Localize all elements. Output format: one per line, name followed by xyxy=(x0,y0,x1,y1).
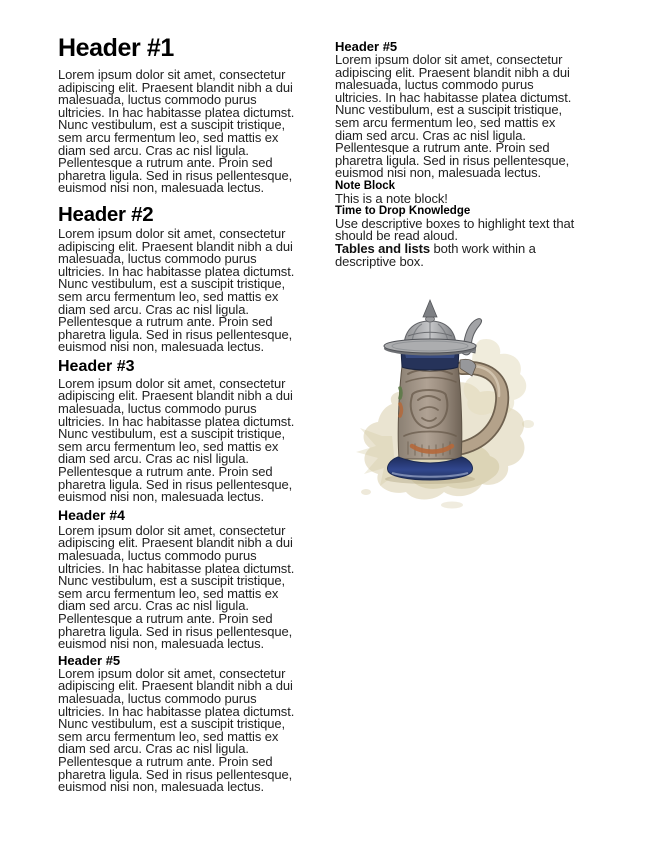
paragraph-line: Lorem ipsum dolor sit amet, consectetur xyxy=(335,52,563,67)
section-heading-h2: Header #2 xyxy=(58,202,154,226)
paragraph-line: euismod nisi non, malesuada lectus. xyxy=(58,180,265,196)
paragraph-line: ultricies. In hac habitasse platea dictumst. xyxy=(58,263,295,279)
lorem-paragraph xyxy=(58,522,311,652)
tables-lists-line: descriptive box. xyxy=(335,253,424,269)
paragraph-line: sem arcu fermentum leo, sed mattis ex xyxy=(335,114,556,130)
section-heading-h4: Header #4 xyxy=(58,506,125,523)
lid-finial-tip xyxy=(423,300,437,317)
note-block xyxy=(335,180,588,268)
paragraph-line: Nunc vestibulum, est a suscipit tristique, xyxy=(58,426,286,442)
left-column-sections xyxy=(58,33,311,794)
section-heading-h3: Header #3 xyxy=(58,357,135,375)
paragraph-line: malesuada, luctus commodo purus xyxy=(58,92,257,108)
section-heading-h5: Header #5 xyxy=(335,39,398,54)
paragraph-line: sem arcu fermentum leo, sed mattis ex xyxy=(58,129,279,145)
paragraph-line: Pellentesque a rutrum ante. Proin sed xyxy=(58,464,273,480)
paragraph-line: euismod nisi non, malesuada lectus. xyxy=(58,339,265,355)
paragraph-line: adipiscing elit. Praesent blandit nibh a dui xyxy=(58,535,293,551)
paragraph-line: sem arcu fermentum leo, sed mattis ex xyxy=(58,585,279,601)
paragraph-line: sem arcu fermentum leo, sed mattis ex xyxy=(58,728,279,744)
paragraph-line: pharetra ligula. Sed in risus pellentesque, xyxy=(58,326,293,342)
knowledge-line: Use descriptive boxes to highlight text that xyxy=(335,215,575,231)
paragraph-line: euismod nisi non, malesuada lectus. xyxy=(58,489,265,505)
paragraph-line: pharetra ligula. Sed in risus pellentesque, xyxy=(58,766,293,782)
tables-lists-bold: Tables and lists xyxy=(335,240,430,256)
beer-stein-image xyxy=(352,296,542,511)
paragraph-line: pharetra ligula. Sed in risus pellentesque, xyxy=(58,623,293,639)
paragraph-line: malesuada, luctus commodo purus xyxy=(58,401,257,417)
paragraph-line: Nunc vestibulum, est a suscipit tristique, xyxy=(58,276,286,292)
watercolor-speck xyxy=(441,502,463,509)
paragraph-line: euismod nisi non, malesuada lectus. xyxy=(335,165,542,181)
paragraph-line: pharetra ligula. Sed in risus pellentesque, xyxy=(58,476,293,492)
paragraph-line: adipiscing elit. Praesent blandit nibh a dui xyxy=(58,678,293,694)
knowledge-line: should be read aloud. xyxy=(335,228,458,244)
lorem-paragraph xyxy=(58,665,311,795)
paragraph-line: Nunc vestibulum, est a suscipit tristique, xyxy=(335,102,563,118)
relief-green-edge xyxy=(400,388,401,398)
paragraph-line: ultricies. In hac habitasse platea dictumst. xyxy=(58,104,295,120)
stein-lid xyxy=(384,300,481,356)
paragraph-line: malesuada, luctus commodo purus xyxy=(335,77,534,93)
watercolor-speck xyxy=(522,420,534,428)
paragraph-line: adipiscing elit. Praesent blandit nibh a dui xyxy=(58,238,293,254)
paragraph-line: Pellentesque a rutrum ante. Proin sed xyxy=(58,610,273,626)
paragraph-line: diam sed arcu. Cras ac nisl ligula. xyxy=(58,598,249,614)
paragraph-line: Lorem ipsum dolor sit amet, consectetur xyxy=(58,67,286,82)
paragraph-line: ultricies. In hac habitasse platea dictumst. xyxy=(58,413,295,429)
paragraph-line: sem arcu fermentum leo, sed mattis ex xyxy=(58,288,279,304)
paragraph-line: pharetra ligula. Sed in risus pellentesque, xyxy=(58,167,293,183)
note-block-text: This is a note block! xyxy=(335,190,448,206)
paragraph-line: diam sed arcu. Cras ac nisl ligula. xyxy=(335,127,526,143)
paragraph-line: diam sed arcu. Cras ac nisl ligula. xyxy=(58,142,249,158)
paragraph-line: diam sed arcu. Cras ac nisl ligula. xyxy=(58,451,249,467)
right-column xyxy=(335,33,588,844)
section-heading-h5: Header #5 xyxy=(58,652,121,668)
note-block-heading: Note Block xyxy=(335,179,396,192)
paragraph-line: adipiscing elit. Praesent blandit nibh a dui xyxy=(58,79,293,95)
paragraph-line: Lorem ipsum dolor sit amet, consectetur xyxy=(58,225,286,241)
lorem-paragraph xyxy=(58,225,311,355)
paragraph-line: sem arcu fermentum leo, sed mattis ex xyxy=(58,438,279,454)
paragraph-line: Pellentesque a rutrum ante. Proin sed xyxy=(58,314,273,330)
paragraph-line: diam sed arcu. Cras ac nisl ligula. xyxy=(58,741,249,757)
paragraph-line: malesuada, luctus commodo purus xyxy=(58,548,257,563)
right-column-sections xyxy=(335,39,588,180)
paragraph-line: euismod nisi non, malesuada lectus. xyxy=(58,636,265,652)
paragraph-line: Pellentesque a rutrum ante. Proin sed xyxy=(58,155,273,171)
watercolor-speck xyxy=(361,489,371,495)
paragraph-line: pharetra ligula. Sed in risus pellentesque, xyxy=(335,152,570,168)
lorem-paragraph xyxy=(58,69,311,195)
paragraph-line: adipiscing elit. Praesent blandit nibh a dui xyxy=(335,64,570,80)
paragraph-line: Lorem ipsum dolor sit amet, consectetur xyxy=(58,375,286,391)
paragraph-line: ultricies. In hac habitasse platea dictumst. xyxy=(58,703,295,719)
paragraph-line: Pellentesque a rutrum ante. Proin sed xyxy=(335,140,550,156)
paragraph-line: diam sed arcu. Cras ac nisl ligula. xyxy=(58,301,249,317)
paragraph-line: Nunc vestibulum, est a suscipit tristique, xyxy=(58,716,286,732)
lorem-paragraph xyxy=(335,54,588,180)
lorem-paragraph xyxy=(58,375,311,505)
paragraph-line: Lorem ipsum dolor sit amet, consectetur xyxy=(58,665,286,681)
paragraph-line: malesuada, luctus commodo purus xyxy=(58,690,257,706)
left-column xyxy=(58,33,311,844)
tables-lists-rest: both work within a xyxy=(429,240,536,256)
paragraph-line: Pellentesque a rutrum ante. Proin sed xyxy=(58,753,273,769)
section-heading-h1: Header #1 xyxy=(58,34,174,62)
paragraph-line: malesuada, luctus commodo purus xyxy=(58,251,257,267)
paragraph-line: Nunc vestibulum, est a suscipit tristique, xyxy=(58,573,286,589)
paragraph-line: adipiscing elit. Praesent blandit nibh a dui xyxy=(58,388,293,404)
paragraph-line: Lorem ipsum dolor sit amet, consectetur xyxy=(58,522,286,538)
relief-orange-edge xyxy=(400,404,402,416)
paragraph-line: ultricies. In hac habitasse platea dictumst. xyxy=(335,89,572,105)
knowledge-block-heading: Time to Drop Knowledge xyxy=(335,205,471,218)
paragraph-line: ultricies. In hac habitasse platea dictumst. xyxy=(58,560,295,576)
stein-figure xyxy=(352,296,542,511)
paragraph-line: euismod nisi non, malesuada lectus. xyxy=(58,779,265,795)
paragraph-line: Nunc vestibulum, est a suscipit tristique, xyxy=(58,117,286,133)
